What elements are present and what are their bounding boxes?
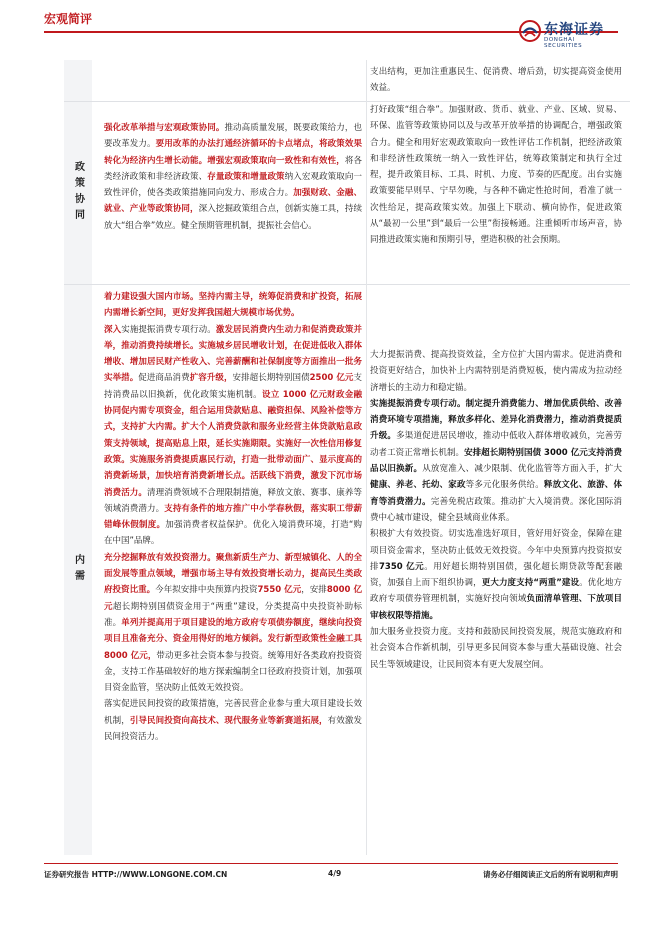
paragraph — [370, 526, 622, 624]
paragraph — [370, 347, 622, 396]
emphasis-run: 扩容升级， — [189, 373, 233, 384]
left-column-cell — [104, 120, 362, 234]
left-column-cell — [104, 289, 362, 745]
table-row-policy-coordination — [64, 102, 630, 284]
text-run: 将各类经济政策和非经济政策、 — [104, 155, 362, 182]
paragraph — [104, 289, 362, 322]
emphasis-run: 加强财政、金融、就业、产业等政策协同， — [104, 188, 362, 215]
emphasis-run: 实施提振消费专项行动。制定提升消费能力、增加优质供给、改善消费环境专项措施，释放多样化、差异化消费潜力，推动消费提质升级。 — [370, 398, 622, 442]
text-run: 支持消费品以旧换新，优化政策实施机制。 — [104, 373, 362, 400]
footer-disclaimer: 请务必仔细阅读正文后的所有说明和声明 — [483, 870, 618, 879]
text-run: 清理消费领域不合理限制措施，释放文旅、赛事、康养等领域消费潜力。 — [104, 487, 362, 514]
text-run: 有效激发民间投资活力。 — [104, 715, 362, 743]
emphasis-run: 8000 亿元 — [104, 585, 362, 612]
text-run: 实施提振消费专项行动。 — [121, 324, 216, 335]
table-row-continuation — [64, 60, 630, 101]
paragraph — [104, 550, 362, 697]
emphasis-run: 充分挖掘释放有效投资潜力。聚焦新质生产力、新型城镇化、人的全面发展等重点领域，增强市场主导有效投资增长动力，提高民生类政府投资比重。 — [104, 552, 362, 596]
text-run: 加强消费者权益保护。优化入境消费环境，打造“购在中国”品牌。 — [104, 520, 362, 547]
page-header — [0, 0, 662, 48]
logo-english-name: DONGHAI SECURITIES — [544, 37, 583, 49]
paragraph — [370, 102, 622, 249]
text-run: 多渠道促进居民增收，推动中低收入群体增收减负，完善劳动者工资正常增长机制。 — [370, 431, 622, 458]
footer-site: 证券研究报告 HTTP://WWW.LONGONE.COM.CN — [44, 870, 228, 879]
right-column-cell — [370, 64, 622, 97]
text-run: 。优化地方政府专项债券管理机制，实施好投向领域 — [370, 578, 622, 605]
emphasis-run: 7350 亿元 — [379, 561, 425, 572]
text-run: 今年拟安排中央预算内投资 — [155, 585, 258, 596]
emphasis-run: 深入 — [104, 324, 122, 335]
text-run: 。用好超长期特别国债，强化超长期贷款等配套融资，加强自上而下组织协调， — [370, 561, 622, 589]
emphasis-run: 支持有条件的地方推广中小学春秋假，落实职工带薪错峰休假制度。 — [104, 503, 362, 531]
emphasis-run: 着力建设强大国内市场。坚持内需主导，统筹促消费和扩投资，拓展内需增长新空间，更好发挥我国超大规模市场优势。 — [104, 292, 362, 319]
emphasis-run: 引导民间投资向高技术、现代服务业等新赛道拓展， — [129, 715, 328, 726]
emphasis-run: 健康、养老、托幼、家政 — [370, 480, 466, 491]
text-run: 安排超长期特别国债 — [232, 373, 310, 384]
category-cell — [64, 285, 92, 855]
donghai-logo-icon — [519, 20, 541, 42]
text-run: 纳入宏观政策取向一致性评价，使各类政策措施同向发力、形成合力。 — [104, 171, 362, 199]
emphasis-run: 要用改革的办法打通经济循环的卡点堵点，将政策效果转化为经济内生增长动能。增强宏观政策取向一致性和有效性， — [104, 139, 362, 166]
report-type-label: 宏观简评 — [44, 12, 93, 26]
column-divider — [366, 60, 367, 855]
text-run: ，安排 — [301, 585, 327, 596]
text-run: 深入挖掘政策组合点，创新实施工具，持续放大“组合拳”效应。健全预期管理机制，提振社会信心。 — [104, 204, 362, 231]
category-cell — [64, 60, 92, 101]
right-column-cell — [370, 102, 622, 249]
paragraph — [370, 396, 622, 526]
category-label: 政策协同 — [72, 161, 84, 225]
emphasis-run: 2500 亿元 — [309, 373, 354, 384]
text-run: 打好政策“组合拳”。加强财政、货币、就业、产业、区域、贸易、环保、监管等政策协同以及与改革开放举措的协调配合，增强政策合力。健全和用好宏观政策取向一致性评估工作机制，把经济政策和非经济性政策统一纳入一致性评估，统筹政策制定和执行全过程，提升政策目标、工具、时机、力度、节奏的匹配度。出台实施政策要能早则早、宁早勿晚，与各种不确定性抢时间，看准了就一次性给足，提高政策实效。加强上下联动、横向协作，促进政策从“最初一公里”到“最后一公里”衔接畅通。注重倾听市场声音，协同推进政策实施和预期引导，塑造积极的社会预期。 — [370, 105, 622, 246]
category-cell — [64, 102, 92, 284]
paragraph — [104, 120, 362, 234]
text-run: 大力提振消费、提高投资效益，全方位扩大国内需求。促进消费和投资更好结合，加快补上内需特别是消费短板，使内需成为拉动经济增长的主动力和稳定锚。 — [370, 350, 622, 393]
emphasis-run: 设立 1000 亿元财政金融协同促内需专项资金，组合运用贷款贴息、融资担保、风险补偿等方式，支持扩大内需。扩大个人消费贷款和服务业经营主体贷款贴息政策支持领域，提高贴息上限，延长实施期限。实施好一次性信用修复政策。实施服务消费提质惠民行动，打造一批带动面广、显示度高的消费新场景，加快培育消费新增长点。活跃线下消费，激发下沉市场消费活力。 — [104, 389, 362, 498]
emphasis-run: 7550 亿元 — [257, 585, 302, 596]
policy-comparison-table — [64, 60, 630, 855]
table-row-domestic-demand — [64, 285, 630, 855]
text-run: 推动高质量发展，既要政策给力，也要改革发力。 — [104, 123, 362, 150]
paragraph — [370, 64, 622, 97]
paragraph — [104, 696, 362, 745]
right-column-cell — [370, 347, 622, 673]
text-run: 落实促进民间投资的政策措施，完善民营企业参与重大项目建设长效机制， — [104, 699, 362, 726]
text-run: 完善免税店政策。推动扩大入境消费。深化国际消费中心城市建设，健全县域商业体系。 — [370, 496, 622, 523]
emphasis-run: 负面清单管理、下放项目审核权限等措施。 — [370, 594, 622, 621]
text-run: 带动更多社会资本参与投资。统筹用好各类政府投资资金，支持工作基础较好的地方探索编制全口径政府投资计划，加强项目资金监管，坚决防止低效无效投资。 — [104, 650, 362, 694]
emphasis-run: 释放文化、旅游、体育等消费潜力。 — [370, 480, 622, 507]
emphasis-run: 激发居民消费内生动力和促消费政策并举，推动消费持续增长。实施城乡居民增收计划，在促进低收入群体增收、增加居民财产性收入、完善薪酬和社保制度等方面推出一批务实举措。 — [104, 324, 362, 384]
emphasis-run: 强化改革举措与宏观政策协同。 — [104, 123, 225, 133]
text-run: 从放宽准入、减少限制、优化监管等方面入手，扩大 — [422, 464, 622, 475]
paragraph — [370, 624, 622, 673]
emphasis-run: 单列并提高用于项目建设的地方政府专项债券额度，继续向投资项目且准备充分、资金用得好的地方倾斜。发行新型政策性金融工具 8000 亿元， — [104, 617, 362, 661]
brand-logo — [519, 18, 615, 49]
text-run: 等多元化服务供给。 — [465, 480, 544, 491]
paragraph — [104, 322, 362, 550]
text-run: 支出结构，更加注重惠民生、促消费、增后劲，切实提高资金使用效益。 — [370, 67, 622, 94]
emphasis-run: 存量政策和增量政策 — [207, 171, 285, 182]
emphasis-run: 安排超长期特别国债 3000 亿元支持消费品以旧换新。 — [370, 447, 622, 475]
page-number: 4/9 — [328, 869, 342, 878]
text-run: 超长期特别国债资金用于“两重”建设，分类提高中央投资补助标准。 — [104, 601, 362, 628]
logo-chinese-name: 东海证券 — [544, 22, 604, 38]
category-label: 内需 — [72, 554, 84, 586]
text-run: 促进商品消费 — [138, 373, 190, 384]
emphasis-run: 更大力度支持“两重”建设 — [481, 578, 580, 589]
footer-divider — [44, 863, 618, 864]
text-run: 加大服务业投资力度。支持和鼓励民间投资发展，规范实施政府和社会资本合作新机制，引导更多民间资本参与重大基础设施、社会民生等领域建设，让民间资本有更大发展空间。 — [370, 627, 622, 670]
text-run: 积极扩大有效投资。切实选准选好项目，管好用好资金，保障在建项目资金需求，坚决防止低效无效投资。今年中央预算内投资拟安排 — [370, 529, 622, 572]
